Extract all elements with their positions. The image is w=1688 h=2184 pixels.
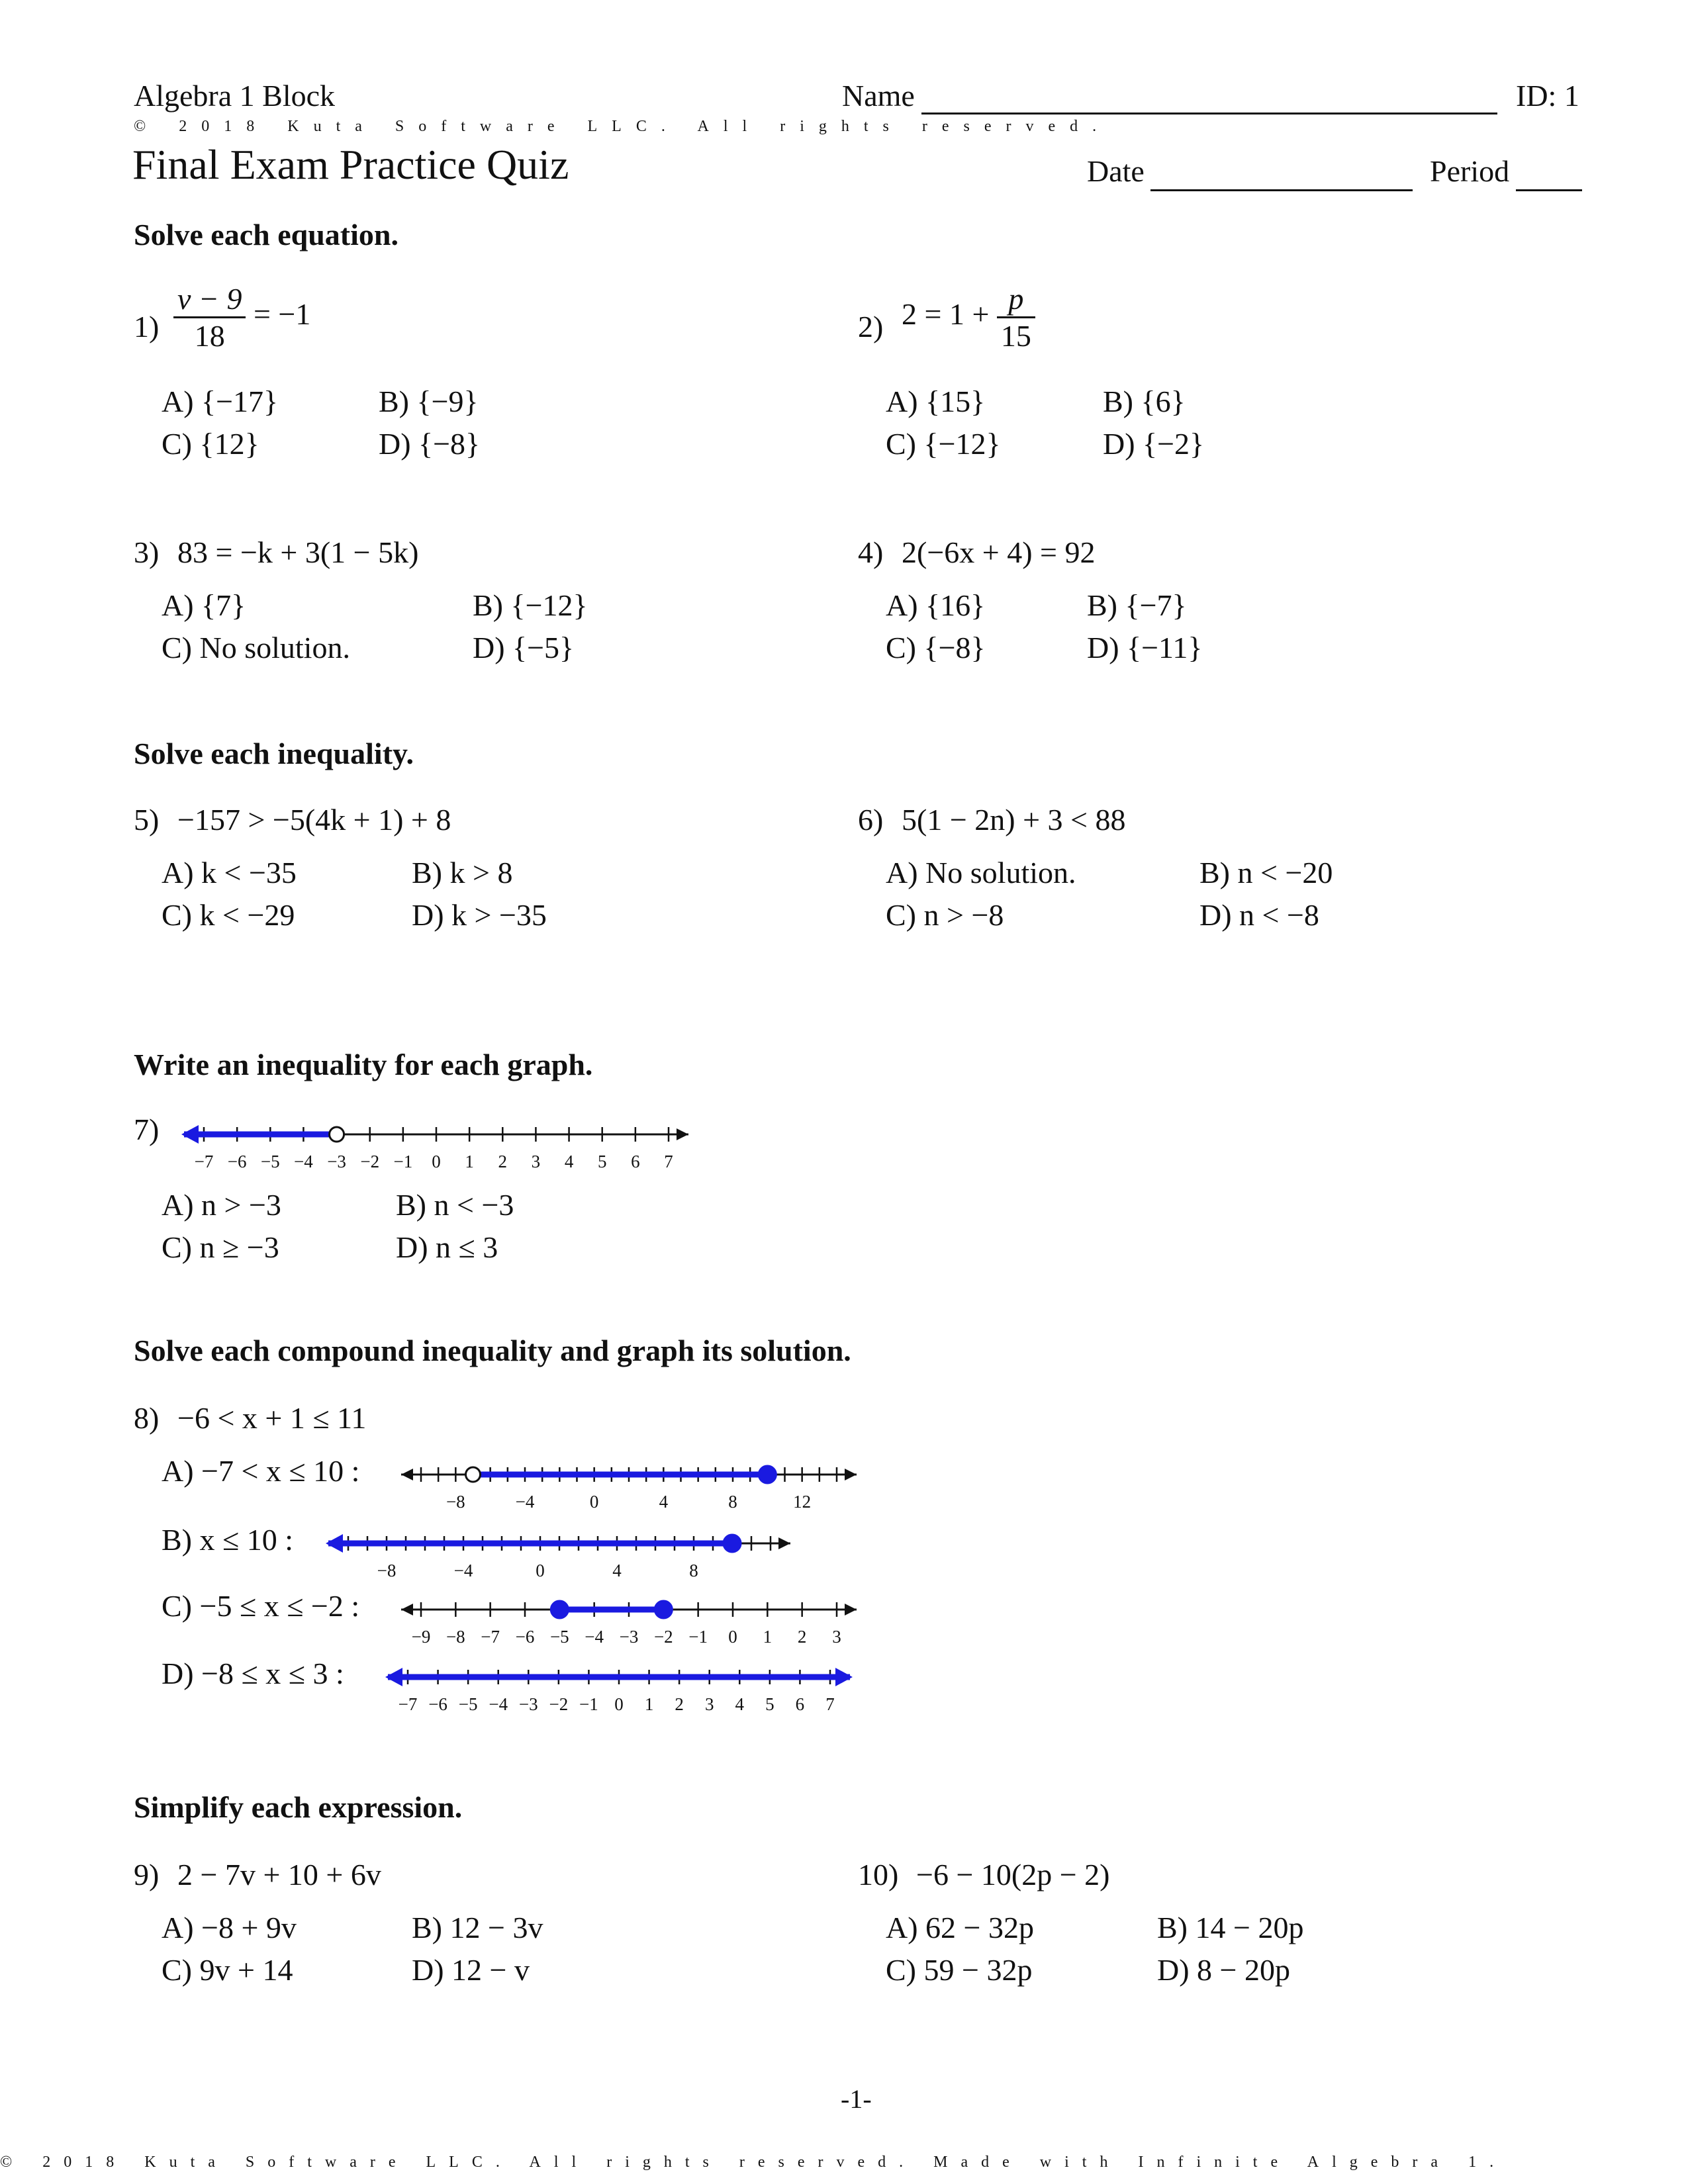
- tick-label: 4: [659, 1492, 669, 1512]
- choice-b[interactable]: B) 12 − 3v: [412, 1911, 543, 1944]
- date-line[interactable]: [1150, 189, 1413, 191]
- period-label: Period: [1430, 154, 1510, 188]
- tick-label: −2: [360, 1152, 380, 1171]
- tick-label: −4: [515, 1492, 535, 1512]
- tick-label: −2: [549, 1694, 569, 1714]
- period-line[interactable]: [1516, 189, 1582, 191]
- tick-label: −3: [518, 1694, 538, 1714]
- tick-label: −7: [398, 1694, 418, 1714]
- solution-arrow-left: [181, 1125, 199, 1144]
- tick-label: −6: [428, 1694, 447, 1714]
- fraction-numerator: p: [997, 281, 1035, 318]
- tick-label: 1: [763, 1627, 773, 1647]
- tick-label: −1: [579, 1694, 598, 1714]
- section-heading-graph-inequality: Write an inequality for each graph.: [134, 1048, 593, 1081]
- fraction-denominator: 15: [1000, 319, 1031, 353]
- id-label: ID: 1: [1516, 79, 1579, 113]
- axis-arrow-left: [401, 1469, 413, 1480]
- tick-label: 3: [832, 1627, 841, 1647]
- tick-label: −4: [294, 1152, 313, 1171]
- tick-label: 5: [765, 1694, 774, 1714]
- choice-c[interactable]: C) No solution.: [162, 631, 350, 664]
- date-label: Date: [1087, 154, 1145, 188]
- choice-d[interactable]: D) k > −35: [412, 898, 547, 932]
- tick-label: −8: [377, 1561, 397, 1580]
- question-number: 5): [134, 803, 160, 837]
- choice-c[interactable]: C) k < −29: [162, 898, 295, 932]
- choice-a[interactable]: A) {15}: [886, 385, 986, 418]
- choice-a[interactable]: A) −7 < x ≤ 10 :: [162, 1454, 360, 1488]
- question-8-equation: −6 < x + 1 ≤ 11: [177, 1401, 367, 1435]
- choice-d[interactable]: D) 8 − 20p: [1157, 1953, 1290, 1987]
- choice-c[interactable]: C) −5 ≤ x ≤ −2 :: [162, 1589, 360, 1623]
- tick-label: 0: [728, 1627, 737, 1647]
- fraction-numerator: v − 9: [173, 281, 246, 318]
- section-heading-simplify: Simplify each expression.: [134, 1790, 463, 1824]
- question-number: 3): [134, 535, 160, 569]
- tick-label: −5: [260, 1152, 280, 1171]
- question-5-equation: −157 > −5(4k + 1) + 8: [177, 803, 451, 837]
- choice-b[interactable]: B) {−9}: [379, 385, 479, 418]
- choice-c[interactable]: C) {12}: [162, 427, 259, 461]
- tick-label: 8: [689, 1561, 698, 1580]
- tick-label: −3: [327, 1152, 346, 1171]
- page-title: Final Exam Practice Quiz: [132, 141, 569, 188]
- tick-label: −6: [515, 1627, 535, 1647]
- question-number: 8): [134, 1401, 160, 1435]
- closed-endpoint: [759, 1466, 776, 1483]
- axis-arrow-right: [677, 1128, 688, 1140]
- equation-lhs: 2 = 1 +: [902, 297, 990, 332]
- axis-arrow-right: [845, 1469, 857, 1480]
- question-number: 10): [858, 1858, 899, 1891]
- section-heading-compound: Solve each compound inequality and graph its solution.: [134, 1334, 851, 1367]
- tick-label: −1: [393, 1152, 413, 1171]
- question-6-equation: 5(1 − 2n) + 3 < 88: [902, 803, 1126, 837]
- question-7-number-line: [173, 1122, 699, 1178]
- choice-c-number-line: [391, 1598, 867, 1653]
- tick-label: 0: [432, 1152, 441, 1171]
- choice-d[interactable]: D) n ≤ 3: [396, 1230, 498, 1264]
- tick-label: −6: [227, 1152, 247, 1171]
- name-line[interactable]: [921, 113, 1497, 114]
- open-endpoint: [330, 1127, 344, 1142]
- closed-endpoint: [551, 1601, 568, 1618]
- choice-a[interactable]: A) n > −3: [162, 1188, 281, 1222]
- question-number: 7): [134, 1113, 160, 1146]
- choice-a[interactable]: A) k < −35: [162, 856, 297, 889]
- course-name: Algebra 1 Block: [134, 79, 336, 113]
- axis-arrow-right: [845, 1604, 857, 1615]
- closed-endpoint: [724, 1535, 741, 1552]
- header-copyright: © 2018 Kuta Software LLC. All rights reserved.: [134, 118, 1111, 135]
- tick-label: −9: [411, 1627, 431, 1647]
- tick-label: 2: [498, 1152, 508, 1171]
- tick-label: −1: [688, 1627, 708, 1647]
- question-3-equation: 83 = −k + 3(1 − 5k): [177, 535, 419, 569]
- name-label: Name: [842, 79, 915, 113]
- tick-label: 1: [465, 1152, 474, 1171]
- tick-label: 0: [536, 1561, 545, 1580]
- choice-a[interactable]: A) {7}: [162, 588, 246, 622]
- choice-b[interactable]: B) 14 − 20p: [1157, 1911, 1304, 1944]
- choice-a[interactable]: A) {16}: [886, 588, 986, 622]
- question-10-equation: −6 − 10(2p − 2): [916, 1858, 1110, 1891]
- tick-label: −2: [653, 1627, 673, 1647]
- choice-c[interactable]: C) {−12}: [886, 427, 1001, 461]
- tick-label: 6: [631, 1152, 640, 1171]
- closed-endpoint: [655, 1601, 672, 1618]
- tick-label: 1: [644, 1694, 654, 1714]
- open-endpoint: [466, 1467, 481, 1482]
- solution-arrow-right: [835, 1668, 853, 1686]
- tick-label: 6: [795, 1694, 805, 1714]
- choice-b[interactable]: B) k > 8: [412, 856, 513, 889]
- choice-b[interactable]: B) x ≤ 10 :: [162, 1523, 294, 1557]
- axis-arrow-left: [401, 1604, 413, 1615]
- choice-d[interactable]: D) {−5}: [473, 631, 575, 664]
- question-number: 1): [134, 310, 160, 343]
- solution-arrow-left: [385, 1668, 402, 1686]
- page-number: -1-: [841, 2084, 872, 2114]
- tick-label: −8: [445, 1492, 465, 1512]
- choice-b[interactable]: B) n < −3: [396, 1188, 514, 1222]
- question-4-equation: 2(−6x + 4) = 92: [902, 535, 1096, 569]
- choice-b-number-line: [318, 1531, 801, 1587]
- choice-d[interactable]: D) 12 − v: [412, 1953, 530, 1987]
- tick-label: 3: [704, 1694, 714, 1714]
- choice-b[interactable]: B) n < −20: [1199, 856, 1333, 889]
- tick-label: 4: [612, 1561, 622, 1580]
- tick-label: 2: [675, 1694, 684, 1714]
- tick-label: −3: [619, 1627, 639, 1647]
- choice-c[interactable]: C) 9v + 14: [162, 1953, 293, 1987]
- choice-c[interactable]: C) n > −8: [886, 898, 1004, 932]
- question-2-equation: [902, 281, 1035, 353]
- choice-a[interactable]: A) 62 − 32p: [886, 1911, 1034, 1944]
- choice-d[interactable]: D) {−8}: [379, 427, 481, 461]
- tick-label: −5: [458, 1694, 478, 1714]
- equation-rhs: = −1: [253, 297, 311, 332]
- tick-label: −4: [489, 1694, 508, 1714]
- tick-label: −4: [585, 1627, 604, 1647]
- choice-a[interactable]: A) −8 + 9v: [162, 1911, 297, 1944]
- choice-d-number-line: [377, 1665, 861, 1721]
- tick-label: −5: [549, 1627, 569, 1647]
- section-heading-equations: Solve each equation.: [134, 218, 399, 251]
- choice-a[interactable]: A) {−17}: [162, 385, 279, 418]
- choice-a-number-line: [391, 1463, 867, 1518]
- question-number: 4): [858, 535, 884, 569]
- tick-label: −7: [481, 1627, 500, 1647]
- section-heading-inequalities: Solve each inequality.: [134, 737, 414, 770]
- question-1-equation: [173, 281, 310, 353]
- choice-a[interactable]: A) No solution.: [886, 856, 1076, 889]
- tick-label: 3: [531, 1152, 541, 1171]
- tick-label: 7: [664, 1152, 673, 1171]
- tick-label: −4: [453, 1561, 473, 1580]
- fraction-denominator: 18: [194, 319, 225, 353]
- choice-b[interactable]: B) {−7}: [1087, 588, 1187, 622]
- choice-d[interactable]: D) {−11}: [1087, 631, 1203, 664]
- choice-c[interactable]: C) n ≥ −3: [162, 1230, 279, 1264]
- tick-label: 0: [589, 1492, 599, 1512]
- footer-copyright: © 2018 Kuta Software LLC. All rights reserved. Made with Infinite Algebra 1.: [0, 2154, 1507, 2171]
- tick-label: 5: [597, 1152, 607, 1171]
- question-number: 9): [134, 1858, 160, 1891]
- question-9-equation: 2 − 7v + 10 + 6v: [177, 1858, 381, 1891]
- tick-label: 7: [825, 1694, 835, 1714]
- choice-b[interactable]: B) {6}: [1103, 385, 1186, 418]
- choice-b[interactable]: B) {−12}: [473, 588, 588, 622]
- choice-c[interactable]: C) {−8}: [886, 631, 986, 664]
- tick-label: 12: [793, 1492, 812, 1512]
- tick-label: 2: [797, 1627, 807, 1647]
- choice-d[interactable]: D) −8 ≤ x ≤ 3 :: [162, 1657, 344, 1690]
- axis-arrow-right: [778, 1537, 790, 1549]
- solution-arrow-left: [326, 1534, 343, 1553]
- tick-label: 4: [735, 1694, 745, 1714]
- tick-label: 0: [614, 1694, 624, 1714]
- choice-d[interactable]: D) {−2}: [1103, 427, 1205, 461]
- choice-d[interactable]: D) n < −8: [1199, 898, 1319, 932]
- tick-label: −8: [445, 1627, 465, 1647]
- choice-c[interactable]: C) 59 − 32p: [886, 1953, 1033, 1987]
- tick-label: −7: [194, 1152, 214, 1171]
- tick-label: 4: [564, 1152, 574, 1171]
- question-number: 2): [858, 310, 884, 343]
- tick-label: 8: [728, 1492, 737, 1512]
- question-number: 6): [858, 803, 884, 837]
